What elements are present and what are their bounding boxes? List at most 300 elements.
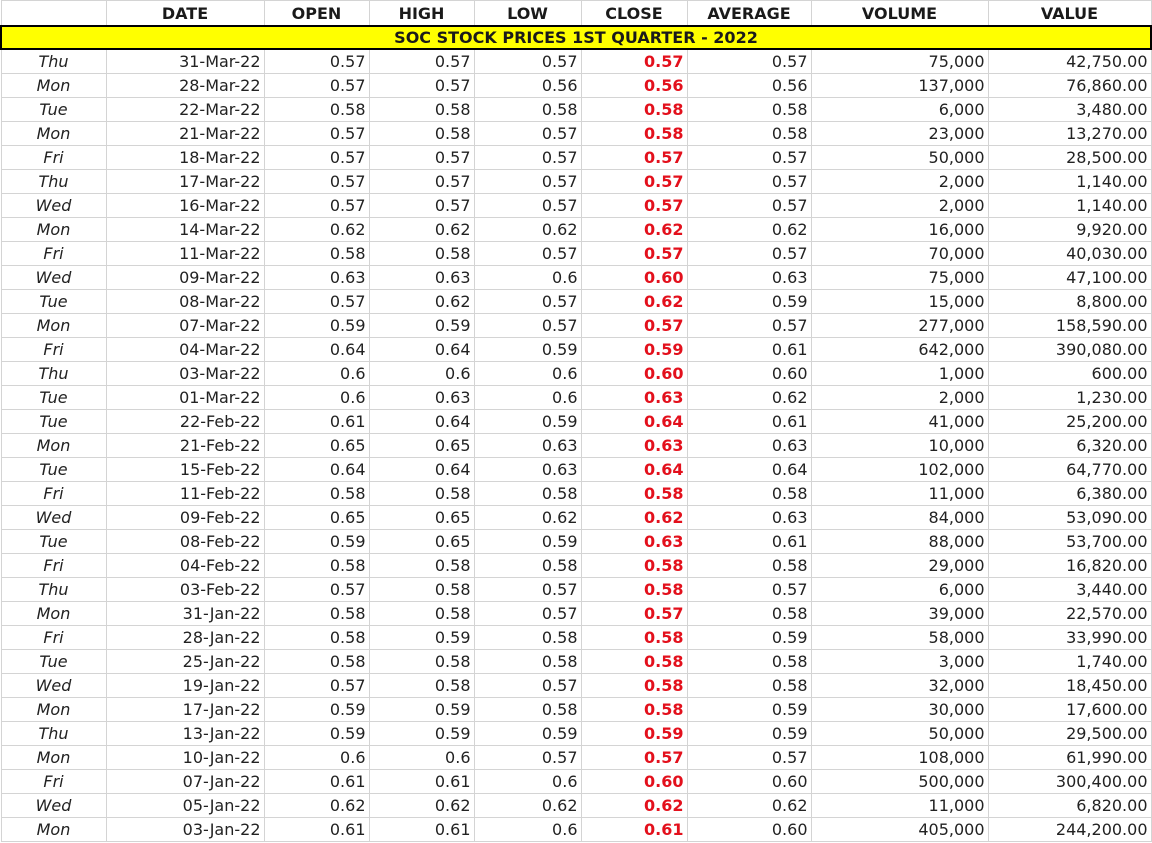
cell-close[interactable]: 0.64 — [581, 410, 687, 434]
cell-close[interactable]: 0.57 — [581, 146, 687, 170]
cell-day[interactable]: Thu — [1, 722, 106, 746]
cell-open[interactable]: 0.57 — [264, 674, 369, 698]
cell-close[interactable]: 0.58 — [581, 122, 687, 146]
cell-open[interactable]: 0.57 — [264, 578, 369, 602]
cell-open[interactable]: 0.65 — [264, 506, 369, 530]
cell-high[interactable]: 0.64 — [369, 458, 474, 482]
cell-open[interactable]: 0.58 — [264, 650, 369, 674]
cell-volume[interactable]: 6,000 — [811, 98, 988, 122]
cell-high[interactable]: 0.59 — [369, 698, 474, 722]
cell-close[interactable]: 0.62 — [581, 506, 687, 530]
cell-low[interactable]: 0.56 — [474, 74, 581, 98]
cell-high[interactable]: 0.58 — [369, 122, 474, 146]
cell-date[interactable]: 28-Mar-22 — [106, 74, 264, 98]
cell-date[interactable]: 03-Jan-22 — [106, 818, 264, 842]
cell-average[interactable]: 0.59 — [687, 626, 811, 650]
cell-date[interactable]: 15-Feb-22 — [106, 458, 264, 482]
cell-day[interactable]: Thu — [1, 49, 106, 74]
cell-open[interactable]: 0.58 — [264, 242, 369, 266]
cell-day[interactable]: Mon — [1, 218, 106, 242]
cell-close[interactable]: 0.63 — [581, 530, 687, 554]
cell-volume[interactable]: 137,000 — [811, 74, 988, 98]
cell-close[interactable]: 0.62 — [581, 794, 687, 818]
cell-day[interactable]: Thu — [1, 362, 106, 386]
cell-volume[interactable]: 277,000 — [811, 314, 988, 338]
cell-day[interactable]: Mon — [1, 434, 106, 458]
cell-date[interactable]: 21-Feb-22 — [106, 434, 264, 458]
cell-average[interactable]: 0.57 — [687, 746, 811, 770]
cell-high[interactable]: 0.62 — [369, 794, 474, 818]
cell-average[interactable]: 0.63 — [687, 506, 811, 530]
cell-day[interactable]: Fri — [1, 146, 106, 170]
cell-low[interactable]: 0.62 — [474, 794, 581, 818]
cell-day[interactable]: Tue — [1, 530, 106, 554]
cell-close[interactable]: 0.61 — [581, 818, 687, 842]
cell-low[interactable]: 0.59 — [474, 722, 581, 746]
cell-low[interactable]: 0.58 — [474, 482, 581, 506]
cell-date[interactable]: 10-Jan-22 — [106, 746, 264, 770]
cell-date[interactable]: 09-Feb-22 — [106, 506, 264, 530]
cell-low[interactable]: 0.57 — [474, 122, 581, 146]
cell-date[interactable]: 14-Mar-22 — [106, 218, 264, 242]
cell-average[interactable]: 0.58 — [687, 650, 811, 674]
cell-low[interactable]: 0.57 — [474, 578, 581, 602]
cell-open[interactable]: 0.62 — [264, 218, 369, 242]
header-volume[interactable]: VOLUME — [811, 1, 988, 27]
cell-day[interactable]: Thu — [1, 170, 106, 194]
cell-high[interactable]: 0.57 — [369, 74, 474, 98]
cell-day[interactable]: Mon — [1, 122, 106, 146]
cell-day[interactable]: Wed — [1, 266, 106, 290]
cell-average[interactable]: 0.57 — [687, 242, 811, 266]
cell-value[interactable]: 18,450.00 — [988, 674, 1151, 698]
cell-high[interactable]: 0.58 — [369, 242, 474, 266]
cell-low[interactable]: 0.57 — [474, 602, 581, 626]
cell-value[interactable]: 17,600.00 — [988, 698, 1151, 722]
cell-volume[interactable]: 39,000 — [811, 602, 988, 626]
cell-high[interactable]: 0.64 — [369, 338, 474, 362]
cell-close[interactable]: 0.63 — [581, 386, 687, 410]
cell-open[interactable]: 0.57 — [264, 290, 369, 314]
cell-close[interactable]: 0.57 — [581, 314, 687, 338]
cell-volume[interactable]: 50,000 — [811, 146, 988, 170]
header-date[interactable]: DATE — [106, 1, 264, 27]
cell-close[interactable]: 0.57 — [581, 746, 687, 770]
cell-low[interactable]: 0.58 — [474, 650, 581, 674]
cell-open[interactable]: 0.62 — [264, 794, 369, 818]
cell-low[interactable]: 0.63 — [474, 434, 581, 458]
cell-day[interactable]: Fri — [1, 770, 106, 794]
cell-average[interactable]: 0.62 — [687, 794, 811, 818]
cell-low[interactable]: 0.57 — [474, 674, 581, 698]
cell-average[interactable]: 0.60 — [687, 362, 811, 386]
cell-value[interactable]: 300,400.00 — [988, 770, 1151, 794]
cell-open[interactable]: 0.58 — [264, 602, 369, 626]
cell-date[interactable]: 17-Mar-22 — [106, 170, 264, 194]
cell-average[interactable]: 0.58 — [687, 122, 811, 146]
cell-close[interactable]: 0.63 — [581, 434, 687, 458]
header-average[interactable]: AVERAGE — [687, 1, 811, 27]
cell-day[interactable]: Tue — [1, 458, 106, 482]
cell-average[interactable]: 0.63 — [687, 266, 811, 290]
cell-average[interactable]: 0.62 — [687, 218, 811, 242]
cell-close[interactable]: 0.60 — [581, 770, 687, 794]
cell-day[interactable]: Tue — [1, 290, 106, 314]
cell-volume[interactable]: 3,000 — [811, 650, 988, 674]
cell-average[interactable]: 0.59 — [687, 722, 811, 746]
cell-close[interactable]: 0.57 — [581, 194, 687, 218]
cell-volume[interactable]: 11,000 — [811, 794, 988, 818]
header-value[interactable]: VALUE — [988, 1, 1151, 27]
cell-volume[interactable]: 2,000 — [811, 386, 988, 410]
cell-high[interactable]: 0.63 — [369, 266, 474, 290]
cell-volume[interactable]: 6,000 — [811, 578, 988, 602]
cell-volume[interactable]: 1,000 — [811, 362, 988, 386]
cell-date[interactable]: 04-Mar-22 — [106, 338, 264, 362]
cell-day[interactable]: Fri — [1, 482, 106, 506]
cell-low[interactable]: 0.57 — [474, 49, 581, 74]
cell-close[interactable]: 0.58 — [581, 482, 687, 506]
cell-low[interactable]: 0.59 — [474, 530, 581, 554]
header-low[interactable]: LOW — [474, 1, 581, 27]
cell-open[interactable]: 0.6 — [264, 746, 369, 770]
cell-high[interactable]: 0.6 — [369, 746, 474, 770]
cell-value[interactable]: 6,320.00 — [988, 434, 1151, 458]
cell-day[interactable]: Fri — [1, 338, 106, 362]
cell-average[interactable]: 0.57 — [687, 194, 811, 218]
cell-high[interactable]: 0.6 — [369, 362, 474, 386]
cell-volume[interactable]: 11,000 — [811, 482, 988, 506]
cell-low[interactable]: 0.59 — [474, 338, 581, 362]
cell-day[interactable]: Tue — [1, 650, 106, 674]
cell-low[interactable]: 0.57 — [474, 146, 581, 170]
cell-volume[interactable]: 2,000 — [811, 194, 988, 218]
cell-volume[interactable]: 10,000 — [811, 434, 988, 458]
cell-low[interactable]: 0.58 — [474, 698, 581, 722]
cell-value[interactable]: 3,480.00 — [988, 98, 1151, 122]
cell-value[interactable]: 16,820.00 — [988, 554, 1151, 578]
cell-open[interactable]: 0.6 — [264, 362, 369, 386]
cell-volume[interactable]: 16,000 — [811, 218, 988, 242]
cell-average[interactable]: 0.57 — [687, 314, 811, 338]
cell-open[interactable]: 0.57 — [264, 146, 369, 170]
cell-volume[interactable]: 50,000 — [811, 722, 988, 746]
cell-value[interactable]: 33,990.00 — [988, 626, 1151, 650]
cell-day[interactable]: Wed — [1, 194, 106, 218]
cell-day[interactable]: Tue — [1, 386, 106, 410]
cell-close[interactable]: 0.57 — [581, 602, 687, 626]
cell-value[interactable]: 28,500.00 — [988, 146, 1151, 170]
cell-date[interactable]: 31-Jan-22 — [106, 602, 264, 626]
cell-date[interactable]: 05-Jan-22 — [106, 794, 264, 818]
cell-date[interactable]: 04-Feb-22 — [106, 554, 264, 578]
cell-volume[interactable]: 41,000 — [811, 410, 988, 434]
cell-high[interactable]: 0.65 — [369, 506, 474, 530]
cell-high[interactable]: 0.65 — [369, 530, 474, 554]
cell-volume[interactable]: 405,000 — [811, 818, 988, 842]
cell-open[interactable]: 0.64 — [264, 458, 369, 482]
cell-average[interactable]: 0.57 — [687, 49, 811, 74]
cell-value[interactable]: 1,140.00 — [988, 194, 1151, 218]
cell-open[interactable]: 0.58 — [264, 626, 369, 650]
cell-volume[interactable]: 15,000 — [811, 290, 988, 314]
cell-day[interactable]: Mon — [1, 746, 106, 770]
cell-day[interactable]: Wed — [1, 674, 106, 698]
cell-close[interactable]: 0.59 — [581, 722, 687, 746]
cell-value[interactable]: 76,860.00 — [988, 74, 1151, 98]
cell-low[interactable]: 0.6 — [474, 386, 581, 410]
cell-high[interactable]: 0.58 — [369, 482, 474, 506]
cell-average[interactable]: 0.58 — [687, 482, 811, 506]
cell-volume[interactable]: 29,000 — [811, 554, 988, 578]
cell-average[interactable]: 0.57 — [687, 578, 811, 602]
cell-high[interactable]: 0.57 — [369, 146, 474, 170]
cell-day[interactable]: Mon — [1, 818, 106, 842]
cell-date[interactable]: 11-Feb-22 — [106, 482, 264, 506]
cell-close[interactable]: 0.60 — [581, 362, 687, 386]
cell-close[interactable]: 0.58 — [581, 554, 687, 578]
cell-date[interactable]: 22-Feb-22 — [106, 410, 264, 434]
cell-date[interactable]: 09-Mar-22 — [106, 266, 264, 290]
cell-value[interactable]: 53,700.00 — [988, 530, 1151, 554]
cell-average[interactable]: 0.60 — [687, 770, 811, 794]
cell-average[interactable]: 0.61 — [687, 530, 811, 554]
cell-date[interactable]: 28-Jan-22 — [106, 626, 264, 650]
cell-value[interactable]: 9,920.00 — [988, 218, 1151, 242]
cell-open[interactable]: 0.59 — [264, 530, 369, 554]
cell-volume[interactable]: 58,000 — [811, 626, 988, 650]
cell-volume[interactable]: 75,000 — [811, 49, 988, 74]
cell-close[interactable]: 0.58 — [581, 650, 687, 674]
cell-day[interactable]: Fri — [1, 554, 106, 578]
header-high[interactable]: HIGH — [369, 1, 474, 27]
cell-average[interactable]: 0.59 — [687, 698, 811, 722]
cell-day[interactable]: Fri — [1, 242, 106, 266]
cell-day[interactable]: Mon — [1, 314, 106, 338]
cell-value[interactable]: 6,380.00 — [988, 482, 1151, 506]
cell-average[interactable]: 0.56 — [687, 74, 811, 98]
cell-average[interactable]: 0.62 — [687, 386, 811, 410]
cell-date[interactable]: 31-Mar-22 — [106, 49, 264, 74]
cell-volume[interactable]: 32,000 — [811, 674, 988, 698]
cell-volume[interactable]: 70,000 — [811, 242, 988, 266]
cell-open[interactable]: 0.59 — [264, 698, 369, 722]
cell-value[interactable]: 6,820.00 — [988, 794, 1151, 818]
cell-low[interactable]: 0.57 — [474, 290, 581, 314]
cell-close[interactable]: 0.60 — [581, 266, 687, 290]
cell-low[interactable]: 0.62 — [474, 506, 581, 530]
cell-date[interactable]: 07-Mar-22 — [106, 314, 264, 338]
cell-average[interactable]: 0.58 — [687, 554, 811, 578]
cell-average[interactable]: 0.58 — [687, 98, 811, 122]
cell-high[interactable]: 0.58 — [369, 602, 474, 626]
cell-close[interactable]: 0.58 — [581, 626, 687, 650]
cell-close[interactable]: 0.58 — [581, 98, 687, 122]
cell-average[interactable]: 0.57 — [687, 146, 811, 170]
cell-date[interactable]: 17-Jan-22 — [106, 698, 264, 722]
cell-value[interactable]: 158,590.00 — [988, 314, 1151, 338]
cell-value[interactable]: 29,500.00 — [988, 722, 1151, 746]
cell-value[interactable]: 244,200.00 — [988, 818, 1151, 842]
cell-value[interactable]: 25,200.00 — [988, 410, 1151, 434]
cell-date[interactable]: 25-Jan-22 — [106, 650, 264, 674]
cell-low[interactable]: 0.58 — [474, 98, 581, 122]
cell-average[interactable]: 0.60 — [687, 818, 811, 842]
cell-open[interactable]: 0.64 — [264, 338, 369, 362]
header-day[interactable] — [1, 1, 106, 27]
cell-date[interactable]: 07-Jan-22 — [106, 770, 264, 794]
cell-value[interactable]: 64,770.00 — [988, 458, 1151, 482]
cell-value[interactable]: 390,080.00 — [988, 338, 1151, 362]
cell-low[interactable]: 0.6 — [474, 362, 581, 386]
cell-open[interactable]: 0.61 — [264, 818, 369, 842]
cell-day[interactable]: Fri — [1, 626, 106, 650]
cell-low[interactable]: 0.58 — [474, 626, 581, 650]
cell-volume[interactable]: 88,000 — [811, 530, 988, 554]
table-title[interactable]: SOC STOCK PRICES 1ST QUARTER - 2022 — [1, 26, 1151, 49]
cell-average[interactable]: 0.57 — [687, 170, 811, 194]
cell-day[interactable]: Mon — [1, 698, 106, 722]
cell-date[interactable]: 22-Mar-22 — [106, 98, 264, 122]
cell-high[interactable]: 0.58 — [369, 554, 474, 578]
cell-date[interactable]: 03-Mar-22 — [106, 362, 264, 386]
cell-low[interactable]: 0.6 — [474, 818, 581, 842]
cell-high[interactable]: 0.58 — [369, 98, 474, 122]
cell-average[interactable]: 0.61 — [687, 338, 811, 362]
cell-volume[interactable]: 30,000 — [811, 698, 988, 722]
cell-volume[interactable]: 84,000 — [811, 506, 988, 530]
cell-high[interactable]: 0.65 — [369, 434, 474, 458]
cell-average[interactable]: 0.63 — [687, 434, 811, 458]
header-close[interactable]: CLOSE — [581, 1, 687, 27]
cell-low[interactable]: 0.59 — [474, 410, 581, 434]
cell-volume[interactable]: 500,000 — [811, 770, 988, 794]
cell-close[interactable]: 0.59 — [581, 338, 687, 362]
cell-day[interactable]: Tue — [1, 410, 106, 434]
cell-high[interactable]: 0.63 — [369, 386, 474, 410]
cell-value[interactable]: 600.00 — [988, 362, 1151, 386]
cell-close[interactable]: 0.56 — [581, 74, 687, 98]
cell-value[interactable]: 42,750.00 — [988, 49, 1151, 74]
cell-date[interactable]: 19-Jan-22 — [106, 674, 264, 698]
cell-open[interactable]: 0.58 — [264, 554, 369, 578]
cell-date[interactable]: 08-Feb-22 — [106, 530, 264, 554]
cell-value[interactable]: 13,270.00 — [988, 122, 1151, 146]
cell-low[interactable]: 0.6 — [474, 266, 581, 290]
cell-average[interactable]: 0.58 — [687, 674, 811, 698]
cell-value[interactable]: 53,090.00 — [988, 506, 1151, 530]
cell-high[interactable]: 0.62 — [369, 290, 474, 314]
cell-open[interactable]: 0.61 — [264, 770, 369, 794]
cell-day[interactable]: Mon — [1, 602, 106, 626]
cell-average[interactable]: 0.64 — [687, 458, 811, 482]
cell-open[interactable]: 0.58 — [264, 482, 369, 506]
cell-average[interactable]: 0.61 — [687, 410, 811, 434]
cell-close[interactable]: 0.58 — [581, 578, 687, 602]
cell-low[interactable]: 0.57 — [474, 746, 581, 770]
cell-open[interactable]: 0.6 — [264, 386, 369, 410]
cell-high[interactable]: 0.59 — [369, 626, 474, 650]
cell-date[interactable]: 08-Mar-22 — [106, 290, 264, 314]
cell-date[interactable]: 11-Mar-22 — [106, 242, 264, 266]
cell-close[interactable]: 0.57 — [581, 242, 687, 266]
cell-high[interactable]: 0.57 — [369, 170, 474, 194]
cell-average[interactable]: 0.59 — [687, 290, 811, 314]
cell-high[interactable]: 0.61 — [369, 770, 474, 794]
cell-close[interactable]: 0.58 — [581, 698, 687, 722]
cell-volume[interactable]: 108,000 — [811, 746, 988, 770]
cell-close[interactable]: 0.64 — [581, 458, 687, 482]
cell-close[interactable]: 0.57 — [581, 49, 687, 74]
cell-day[interactable]: Tue — [1, 98, 106, 122]
cell-date[interactable]: 01-Mar-22 — [106, 386, 264, 410]
cell-low[interactable]: 0.57 — [474, 314, 581, 338]
cell-volume[interactable]: 2,000 — [811, 170, 988, 194]
cell-low[interactable]: 0.57 — [474, 170, 581, 194]
cell-high[interactable]: 0.58 — [369, 650, 474, 674]
cell-date[interactable]: 21-Mar-22 — [106, 122, 264, 146]
cell-volume[interactable]: 642,000 — [811, 338, 988, 362]
cell-high[interactable]: 0.57 — [369, 194, 474, 218]
cell-date[interactable]: 16-Mar-22 — [106, 194, 264, 218]
cell-value[interactable]: 40,030.00 — [988, 242, 1151, 266]
cell-open[interactable]: 0.63 — [264, 266, 369, 290]
cell-low[interactable]: 0.63 — [474, 458, 581, 482]
cell-volume[interactable]: 102,000 — [811, 458, 988, 482]
cell-value[interactable]: 1,740.00 — [988, 650, 1151, 674]
cell-date[interactable]: 13-Jan-22 — [106, 722, 264, 746]
cell-day[interactable]: Wed — [1, 506, 106, 530]
cell-close[interactable]: 0.62 — [581, 218, 687, 242]
cell-high[interactable]: 0.61 — [369, 818, 474, 842]
cell-open[interactable]: 0.57 — [264, 194, 369, 218]
cell-date[interactable]: 03-Feb-22 — [106, 578, 264, 602]
cell-average[interactable]: 0.58 — [687, 602, 811, 626]
cell-open[interactable]: 0.59 — [264, 314, 369, 338]
cell-high[interactable]: 0.58 — [369, 674, 474, 698]
cell-high[interactable]: 0.59 — [369, 722, 474, 746]
cell-close[interactable]: 0.57 — [581, 170, 687, 194]
cell-low[interactable]: 0.58 — [474, 554, 581, 578]
cell-day[interactable]: Mon — [1, 74, 106, 98]
cell-high[interactable]: 0.57 — [369, 49, 474, 74]
header-open[interactable]: OPEN — [264, 1, 369, 27]
cell-open[interactable]: 0.65 — [264, 434, 369, 458]
cell-open[interactable]: 0.57 — [264, 74, 369, 98]
cell-close[interactable]: 0.62 — [581, 290, 687, 314]
cell-low[interactable]: 0.6 — [474, 770, 581, 794]
cell-high[interactable]: 0.58 — [369, 578, 474, 602]
cell-value[interactable]: 22,570.00 — [988, 602, 1151, 626]
cell-value[interactable]: 47,100.00 — [988, 266, 1151, 290]
cell-open[interactable]: 0.59 — [264, 722, 369, 746]
cell-open[interactable]: 0.57 — [264, 49, 369, 74]
cell-value[interactable]: 3,440.00 — [988, 578, 1151, 602]
cell-value[interactable]: 8,800.00 — [988, 290, 1151, 314]
cell-open[interactable]: 0.57 — [264, 170, 369, 194]
cell-low[interactable]: 0.57 — [474, 242, 581, 266]
cell-volume[interactable]: 23,000 — [811, 122, 988, 146]
cell-high[interactable]: 0.64 — [369, 410, 474, 434]
cell-day[interactable]: Thu — [1, 578, 106, 602]
cell-value[interactable]: 1,140.00 — [988, 170, 1151, 194]
cell-value[interactable]: 61,990.00 — [988, 746, 1151, 770]
cell-low[interactable]: 0.62 — [474, 218, 581, 242]
cell-date[interactable]: 18-Mar-22 — [106, 146, 264, 170]
cell-value[interactable]: 1,230.00 — [988, 386, 1151, 410]
cell-close[interactable]: 0.58 — [581, 674, 687, 698]
cell-open[interactable]: 0.61 — [264, 410, 369, 434]
